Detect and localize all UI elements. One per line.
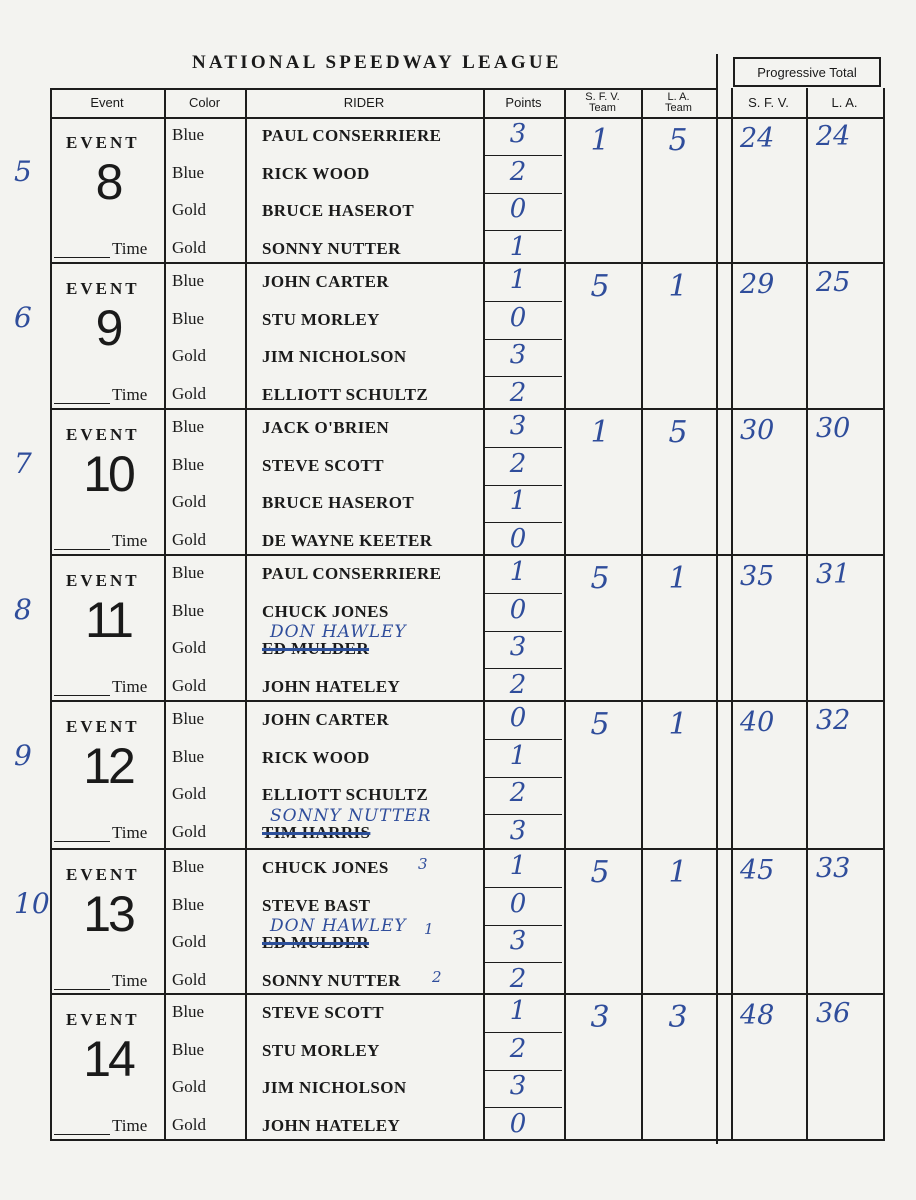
event-divider [50,262,883,264]
rider-points: 0 [509,523,527,554]
event-divider [50,848,883,850]
rider-color: Gold [172,675,206,695]
header-la-team-line1: L. A. [667,91,690,103]
sfv-progressive-total: 30 [740,415,775,446]
rider-color: Gold [172,1114,206,1134]
rider-name: PAUL CONSERRIERE [262,564,442,583]
margin-note: 6 [14,301,32,334]
rider-name: BRUCE HASEROT [262,201,415,220]
header-color: Color [188,95,221,110]
rider-name: STEVE BAST [262,895,371,915]
rider-color: Gold [172,784,206,803]
column-rule [731,88,733,1141]
column-rule [641,88,643,1141]
rider-points: 2 [509,669,527,700]
event-label: EVENT [66,279,140,298]
event-divider [50,408,883,410]
time-blank [54,695,110,696]
rider-color: Gold [172,200,206,219]
event-label: EVENT [66,865,140,884]
la-progressive-total: 30 [816,413,851,444]
rider-name: ELLIOTT SCHULTZ [262,384,429,404]
time-blank [54,403,110,404]
progressive-total-header [733,57,881,87]
header-la-team [641,92,716,118]
header-la-team-line2: Team [665,102,692,114]
event-label: EVENT [66,1010,140,1029]
rider-points: 0 [509,1108,527,1139]
sfv-team-score: 5 [590,855,610,890]
event-label: EVENT [66,571,140,590]
sfv-progressive-total: 35 [740,561,775,592]
rider-name: JOHN HATELEY [262,1115,401,1135]
header-sfv-team [564,92,641,118]
rider-replacement: SONNY NUTTER [270,805,432,826]
rider-color: Blue [172,125,205,144]
rider-color: Blue [172,417,205,436]
rider-points: 3 [509,119,527,149]
event-number: 10 [83,446,133,502]
time-blank [54,989,110,990]
rider-name: BRUCE HASEROT [262,493,415,512]
margin-note: 7 [14,447,32,480]
header-sfv-total: S. F. V. [748,95,789,110]
time-label: Time [112,1116,148,1135]
la-team-score: 1 [668,269,688,304]
la-team-score: 5 [668,415,688,450]
event-number: 12 [83,738,133,794]
rider-points: 1 [509,740,527,771]
rider-color: Blue [172,563,205,582]
rider-points: 1 [509,231,527,262]
rider-replacement: DON HAWLEY [270,916,407,936]
rider-name: PAUL CONSERRIERE [262,126,442,145]
column-rule [716,88,718,1141]
rider-points: 0 [509,302,527,333]
rider-name: JIM NICHOLSON [262,1078,407,1097]
sfv-team-score: 5 [590,561,610,596]
la-team-score: 1 [668,561,688,596]
time-label: Time [112,239,148,258]
header-rider: RIDER [343,95,385,110]
rider-name: SONNY NUTTER [262,238,401,258]
time-label: Time [112,677,148,696]
header-event: Event [90,95,124,110]
time-blank [54,257,110,258]
rider-points: 2 [509,448,527,479]
la-team-score: 1 [668,855,688,890]
rider-points: 2 [509,156,527,187]
rider-name: ELLIOTT SCHULTZ [262,785,429,804]
time-label: Time [112,385,148,404]
header-bottom-rule [50,117,883,119]
event-number: 9 [95,300,121,356]
rider-replacement-note: 1 [424,920,434,938]
rider-points: 1 [509,996,527,1026]
rider-points: 1 [509,851,527,881]
event-number: 13 [83,886,133,942]
header-la-total: L. A. [831,95,858,110]
la-progressive-total: 31 [816,559,851,590]
rider-color: Blue [172,894,205,914]
event-label: EVENT [66,133,140,152]
event-divider [50,993,883,995]
rider-name: JOHN CARTER [262,272,390,291]
margin-note: 5 [14,155,32,188]
rider-points: 0 [509,194,527,224]
rider-color: Gold [172,821,206,841]
rider-note: 3 [418,855,428,873]
event-divider [50,554,883,556]
rider-color: Blue [172,454,205,474]
rider-name: JOHN HATELEY [262,676,401,696]
la-progressive-total: 36 [816,998,851,1029]
rider-name: RICK WOOD [262,163,370,183]
rider-name: JOHN CARTER [262,710,390,729]
rider-color: Blue [172,1002,205,1021]
rider-color: Blue [172,709,205,728]
sfv-team-score: 5 [590,269,610,304]
la-team-score: 5 [668,123,688,158]
column-rule [164,88,166,1141]
rider-color: Gold [172,969,206,989]
rider-color: Gold [172,237,206,257]
rider-points: 3 [509,815,527,846]
rider-note: 2 [432,967,442,986]
rider-color: Blue [172,1039,205,1059]
time-label: Time [112,823,148,842]
rider-points: 2 [509,1033,527,1064]
rider-points: 0 [509,594,527,625]
rider-points: 2 [509,778,527,808]
rider-name: STEVE SCOTT [262,1003,385,1022]
time-blank [54,549,110,550]
rider-points: 3 [509,926,527,956]
rider-name: STU MORLEY [262,1040,380,1060]
column-rule [883,88,885,1141]
sfv-progressive-total: 24 [740,123,775,154]
rider-color: Blue [172,308,205,328]
table-bottom-rule [50,1139,883,1141]
sfv-team-score: 3 [590,1000,610,1035]
rider-points: 3 [509,340,527,370]
la-progressive-total: 25 [816,267,851,298]
sfv-progressive-total: 45 [740,855,775,886]
margin-note: 10 [14,887,50,920]
sfv-progressive-total: 40 [740,707,775,738]
header-sfv-team-line2: Team [589,102,616,114]
rider-name: CHUCK JONES [262,601,389,621]
time-label: Time [112,531,148,550]
rider-color: Blue [172,600,205,620]
la-progressive-total: 33 [816,853,851,884]
event-number: 11 [85,592,131,648]
rider-points: 3 [509,411,527,441]
event-number: 14 [83,1031,133,1087]
rider-replacement: DON HAWLEY [270,622,407,642]
event-label: EVENT [66,717,140,736]
rider-color: Blue [172,162,205,182]
time-label: Time [112,971,148,990]
event-number: 8 [95,154,121,210]
rider-points: 1 [509,265,527,295]
rider-name: CHUCK JONES [262,858,389,877]
column-rule [245,88,247,1141]
sfv-team-score: 1 [590,123,610,158]
header-sfv-team-line1: S. F. V. [585,91,620,103]
rider-name: ED MULDER [262,933,370,952]
rider-color: Gold [172,638,206,657]
event-divider [50,700,883,702]
header-points: Points [505,95,542,110]
la-team-score: 1 [668,707,688,742]
rider-points: 1 [509,557,527,587]
rider-color: Blue [172,746,205,766]
rider-name: RICK WOOD [262,747,370,767]
rider-color: Gold [172,492,206,511]
rider-color: Gold [172,1077,206,1096]
sfv-progressive-total: 29 [740,269,775,300]
sfv-team-score: 5 [590,707,610,742]
rider-color: Gold [172,529,206,549]
margin-note: 8 [14,593,32,626]
rider-color: Blue [172,857,205,876]
rider-color: Gold [172,346,206,365]
la-team-score: 3 [668,1000,688,1035]
rider-points: 0 [509,703,527,733]
rider-points: 3 [509,1071,527,1101]
progressive-total-label: Progressive Total [757,65,857,80]
rider-name: TIM HARRIS [262,822,371,842]
rider-color: Gold [172,383,206,403]
sfv-progressive-total: 48 [740,1000,775,1031]
rider-points: 0 [509,888,527,919]
column-rule [806,88,808,1141]
margin-note: 9 [14,739,32,772]
rider-points: 1 [509,486,527,516]
time-blank [54,841,110,842]
rider-name: JIM NICHOLSON [262,347,407,366]
rider-points: 2 [509,377,527,408]
la-progressive-total: 24 [816,121,851,152]
rider-color: Blue [172,271,205,290]
column-rule [564,88,566,1141]
event-label: EVENT [66,425,140,444]
rider-name: JACK O'BRIEN [262,418,390,437]
sfv-team-score: 1 [590,415,610,450]
rider-points: 2 [509,963,527,994]
rider-name: STEVE SCOTT [262,455,385,475]
league-title: NATIONAL SPEEDWAY LEAGUE [192,52,562,73]
rider-name: STU MORLEY [262,309,380,329]
rider-color: Gold [172,932,206,951]
rider-name: SONNY NUTTER [262,970,401,990]
rider-points: 3 [509,632,527,662]
time-blank [54,1134,110,1135]
la-progressive-total: 32 [816,705,851,736]
rider-name: ED MULDER [262,639,370,658]
rider-name: DE WAYNE KEETER [262,530,433,550]
